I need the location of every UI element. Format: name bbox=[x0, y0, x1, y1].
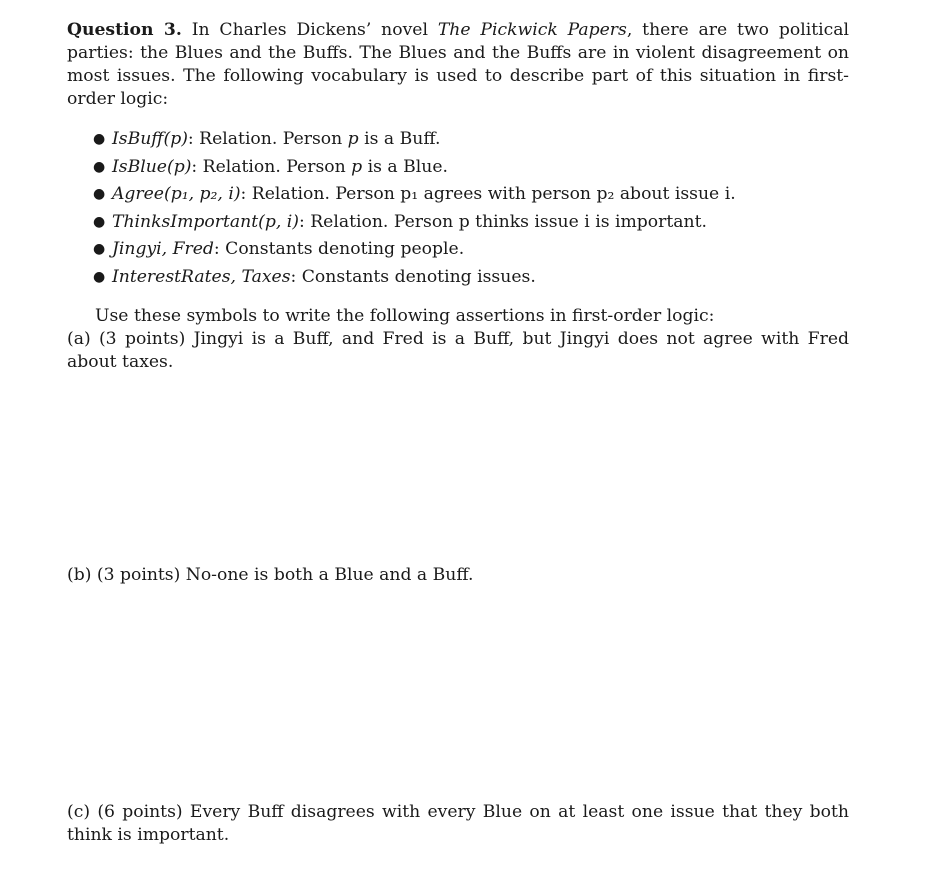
bullet-icon: ● bbox=[93, 131, 106, 147]
vocab-item-agree bbox=[93, 181, 849, 209]
vocabulary-list bbox=[67, 126, 849, 291]
vocab-item-people-constants bbox=[93, 236, 849, 264]
vocab-symbol: IsBlue bbox=[112, 156, 167, 177]
vocab-desc: is a Blue. bbox=[362, 156, 448, 177]
bullet-icon: ● bbox=[93, 213, 106, 230]
vocab-symbol: Agree bbox=[112, 184, 164, 204]
vocab-args: (p₁, p₂, i) bbox=[163, 184, 241, 204]
bullet-icon: ● bbox=[93, 186, 106, 202]
question-intro bbox=[67, 19, 849, 111]
part-c: (c) (6 points) Every Buff disagrees with every Blue on at least one issue that they both think is important. bbox=[67, 802, 849, 846]
instruction-text: Use these symbols to write the following assertions in first-order logic: bbox=[95, 306, 715, 326]
bullet-icon: ● bbox=[93, 158, 106, 175]
question-label: Question 3. bbox=[67, 20, 182, 40]
vocab-symbol: IsBuff bbox=[112, 129, 164, 149]
vocab-desc: : Constants denoting people. bbox=[213, 239, 465, 259]
vocab-desc: : Relation. Person p thinks issue i is important. bbox=[298, 211, 707, 232]
vocab-var: p bbox=[347, 129, 359, 149]
vocab-args: (p, i) bbox=[258, 211, 299, 232]
vocab-item-isblue bbox=[93, 154, 849, 182]
vocab-desc: : Relation. Person bbox=[191, 156, 352, 177]
question-page bbox=[67, 19, 849, 846]
vocab-desc: : Relation. Person bbox=[187, 129, 348, 149]
vocab-desc: : Relation. Person p₁ agrees with person p₂ about issue i. bbox=[240, 184, 736, 204]
vocab-item-thinksimportant bbox=[93, 209, 849, 237]
vocab-desc: is a Buff. bbox=[358, 129, 441, 149]
part-a: (a) (3 points) Jingyi is a Buff, and Fred is a Buff, but Jingyi does not agree with Fred about taxes. bbox=[67, 329, 849, 373]
intro-text-before-title: In Charles Dickens’ novel bbox=[191, 20, 438, 40]
vocab-desc: : Constants denoting issues. bbox=[290, 266, 536, 287]
bullet-icon: ● bbox=[93, 268, 106, 285]
vocab-args: (p) bbox=[166, 156, 192, 177]
vocab-symbol: InterestRates, Taxes bbox=[112, 266, 291, 287]
bullet-icon: ● bbox=[93, 241, 106, 257]
vocab-var: p bbox=[351, 156, 363, 177]
intro-text-after-title: , there are two political parties: the Blues and the Buffs. The Blues and the Buffs are in violent disagreement on most issues. The following vocabulary is used to describe part of this situation in first-order logic: bbox=[67, 20, 849, 109]
part-b: (b) (3 points) No-one is both a Blue and a Buff. bbox=[67, 565, 474, 586]
vocab-item-issue-constants bbox=[93, 264, 849, 292]
vocab-symbol: ThinksImportant bbox=[112, 211, 259, 232]
vocab-symbol: Jingyi, Fred bbox=[112, 239, 214, 259]
vocab-args: (p) bbox=[163, 129, 188, 149]
vocab-item-isbuff bbox=[93, 126, 849, 154]
novel-title: The Pickwick Papers bbox=[437, 20, 627, 40]
